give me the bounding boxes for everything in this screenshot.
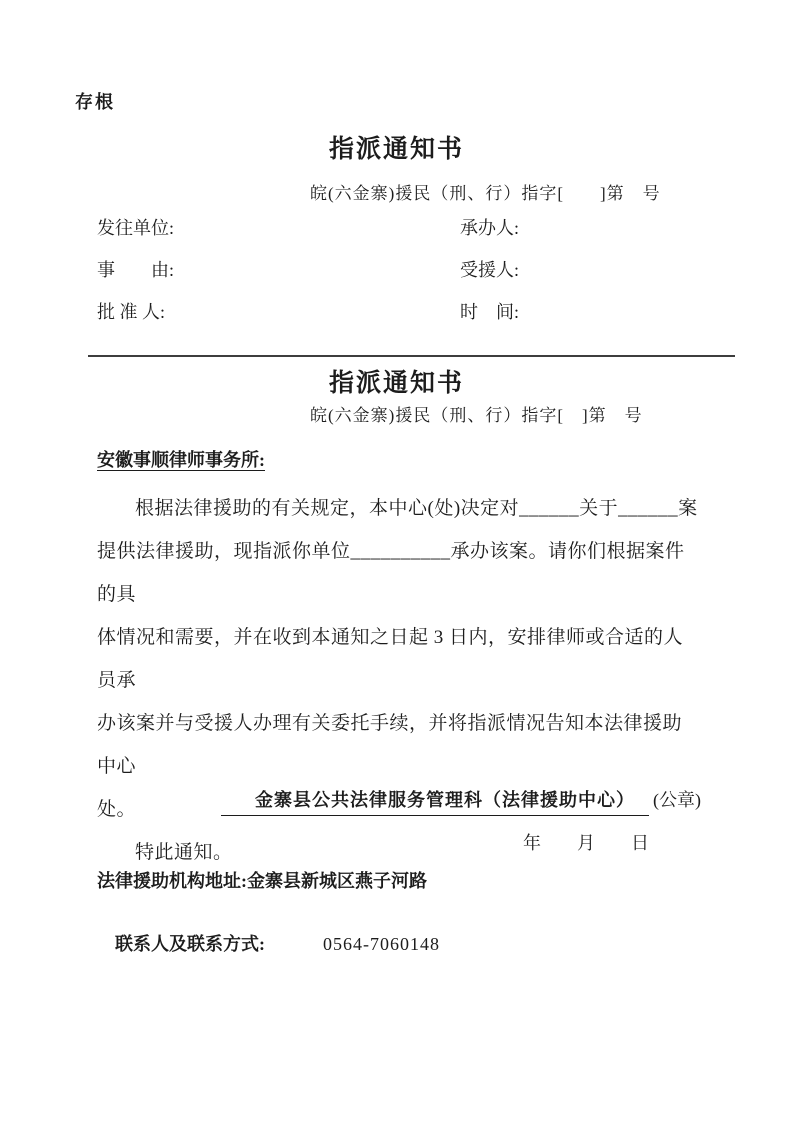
body-line: 处。 [97,799,137,820]
field-label-aided-person: 受援人: [460,260,520,280]
closing-statement: 特此通知。 [135,842,233,863]
signature-underline [221,786,649,816]
contact-label: 联系人及联系方式: [115,934,265,954]
contact-phone-number: 0564-7060148 [323,934,440,954]
field-label-time: 时 间: [460,302,520,322]
date-line: 年 月 日 [523,833,649,853]
official-seal-placeholder: (公章) [653,790,701,810]
stub-section-title: 指派通知书 [328,136,464,163]
stub-label: 存根 [75,92,115,112]
stub-reference-number: 皖(六金寨)援民（刑、行）指字[ ]第 号 [310,184,661,203]
issuing-organization: 金寨县公共法律服务管理科（法律援助中心） [255,790,635,810]
body-line: 体情况和需要，并在收到本通知之日起 3 日内，安排律师或合适的人员承 [97,627,684,691]
field-label-sent-to-unit: 发往单位: [97,218,175,238]
signature-row [97,786,701,816]
legal-aid-address: 法律援助机构地址:金寨县新城区燕子河路 [97,871,427,891]
stub-field-row [97,298,697,340]
body-line: 提供法律援助，现指派你单位__________承办该案。请你们根据案件的具 [97,541,685,605]
stub-field-row [97,256,697,298]
addressee-law-firm: 安徽事顺律师事务所: [97,450,265,470]
stub-fields [97,214,697,340]
section-divider-line [88,355,735,357]
field-label-approver: 批 准 人: [97,302,166,322]
field-label-matter: 事 由: [97,260,175,280]
notice-section-title: 指派通知书 [328,370,464,397]
contact-line [97,909,440,977]
body-line: 办该案并与受援人办理有关委托手续，并将指派情况告知本法律援助中心 [97,713,683,777]
body-line: 根据法律援助的有关规定，本中心(处)决定对______关于______案 [135,498,698,519]
stub-field-row [97,214,697,256]
field-label-undertaker: 承办人: [460,218,520,238]
notice-reference-number: 皖(六金寨)援民（刑、行）指字[ ]第 号 [310,406,643,425]
